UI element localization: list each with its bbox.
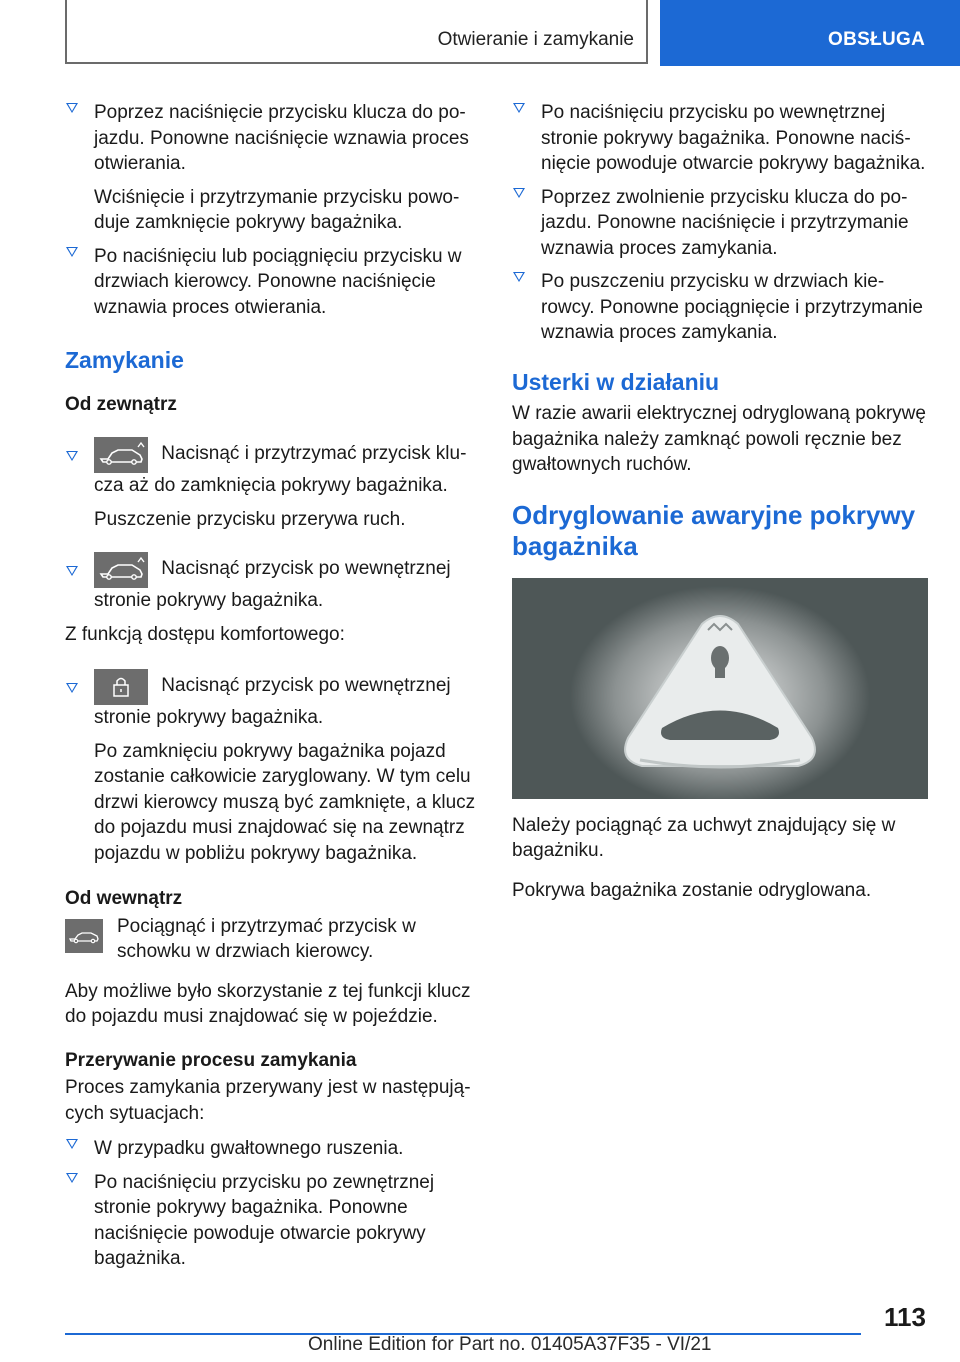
bullet-triangle-icon: [513, 103, 525, 113]
paragraph: Należy pociągnąć za uchwyt znajdujący się w bagażniku.: [512, 814, 896, 861]
bullet-triangle-icon: [66, 103, 78, 113]
chapter-title: OBSŁUGA: [828, 29, 926, 50]
subheading-od-zewnatrz: Od zewnątrz: [65, 393, 177, 415]
subheading-od-wewnatrz: Od wewnątrz: [65, 888, 183, 909]
footer-edition: Online Edition for Part no. 01405A37F35 - VI/21: [308, 1334, 712, 1355]
section-title: Otwieranie i zamykanie: [437, 29, 634, 50]
bullet-triangle-icon: [513, 188, 525, 198]
car-trunk-small-icon: [65, 919, 103, 953]
list-item: Poprzez zwolnienie przycisku klucza do pojazdu. Ponowne naciśnięcie i przytrzymanie wznawia proces zamykania.: [512, 185, 928, 262]
list-item-sub: Po zamknięciu pokrywy bagażnika pojazd zostanie całkowicie zaryglowany. W tym celu drzwi kierowcy muszą być zamknięte, a klucz do pojazdu musi znajdować się na zewnątrz pojazdu w pobliżu pokrywy bagażnika.: [94, 740, 476, 864]
bullet-triangle-icon: [513, 272, 525, 282]
right-column: [512, 100, 928, 911]
subheading-przerywanie: Przerywanie procesu zamykania: [65, 1049, 357, 1071]
lock-button-icon: [94, 669, 148, 705]
emergency-release-handle-photo: [512, 578, 928, 799]
paragraph: Aby możliwe było skorzystanie z tej funkcji klucz do pojazdu musi znajdować się w pojeździe.: [65, 980, 471, 1027]
icon-paragraph: Pociągnąć i przytrzymać przycisk w schowku w drzwiach kierowcy.: [65, 914, 477, 965]
car-trunk-button-icon: [94, 437, 148, 473]
paragraph: Z funkcją dostępu komfortowego:: [65, 623, 345, 645]
paragraph: W razie awarii elektrycznej odryglowaną pokrywę bagażnika należy zamknąć powoli ręcznie bez gwałtownych ruchów.: [512, 403, 926, 475]
list-item: Po naciśnięciu lub pociągnięciu przycisku w drzwiach kierowcy. Ponowne naciśnięcie wznawia proces otwierania.: [65, 244, 477, 321]
list-item-sub: Wciśnięcie i przytrzymanie przycisku powoduje zamknięcie pokrywy bagażnika.: [94, 186, 460, 233]
list-item: Nacisnąć i przytrzymać przycisk klucza aż do zamknięcia pokrywy bagażnika.: [65, 437, 477, 499]
page-number: 113: [884, 1302, 926, 1332]
car-trunk-button-icon: [94, 552, 148, 588]
list-item: Po naciśnięciu przycisku po wewnętrznej stronie pokrywy bagażnika. Ponowne naciśnięcie powoduje otwarcie pokrywy bagażnika.: [512, 100, 928, 177]
list-item: Poprzez naciśnięcie przycisku klucza do pojazdu. Ponowne naciśnięcie wznawia proces otwierania.: [65, 100, 477, 177]
bullet-triangle-icon: [66, 1173, 78, 1183]
list-item: Po naciśnięciu przycisku po zewnętrznej stronie pokrywy bagażnika. Ponowne naciśnięcie powoduje otwarcie pokrywy bagażnika.: [65, 1170, 477, 1272]
heading-zamykanie: Zamykanie: [65, 347, 184, 373]
list-item: Nacisnąć przycisk po wewnętrznej stronie pokrywy bagażnika.: [65, 669, 477, 731]
bullet-triangle-icon: [66, 566, 78, 576]
heading-usterki: Usterki w działaniu: [512, 368, 720, 395]
list-item: Nacisnąć przycisk po wewnętrznej stronie pokrywy bagażnika.: [65, 552, 477, 614]
list-item: Po puszczeniu przycisku w drzwiach kierowcy. Ponowne pociągnięcie i przytrzymanie wznawia proces zamykania.: [512, 269, 928, 346]
header-chapter-tab: [660, 0, 960, 66]
paragraph: Proces zamykania przerywany jest w następujących sytuacjach:: [65, 1077, 471, 1124]
left-column: [65, 100, 477, 1280]
bullet-triangle-icon: [66, 1139, 78, 1149]
bullet-triangle-icon: [66, 247, 78, 257]
paragraph: Pokrywa bagażnika zostanie odryglowana.: [512, 879, 872, 901]
bullet-triangle-icon: [66, 451, 78, 461]
header-section-box: [65, 0, 648, 64]
list-item: W przypadku gwałtownego ruszenia.: [65, 1136, 477, 1162]
heading-odryglowanie: Odryglowanie awaryjne pokrywy bagażnika: [512, 499, 916, 561]
list-item-sub: Puszczenie przycisku przerywa ruch.: [94, 508, 406, 530]
release-handle-icon: [512, 578, 928, 799]
bullet-triangle-icon: [66, 683, 78, 693]
